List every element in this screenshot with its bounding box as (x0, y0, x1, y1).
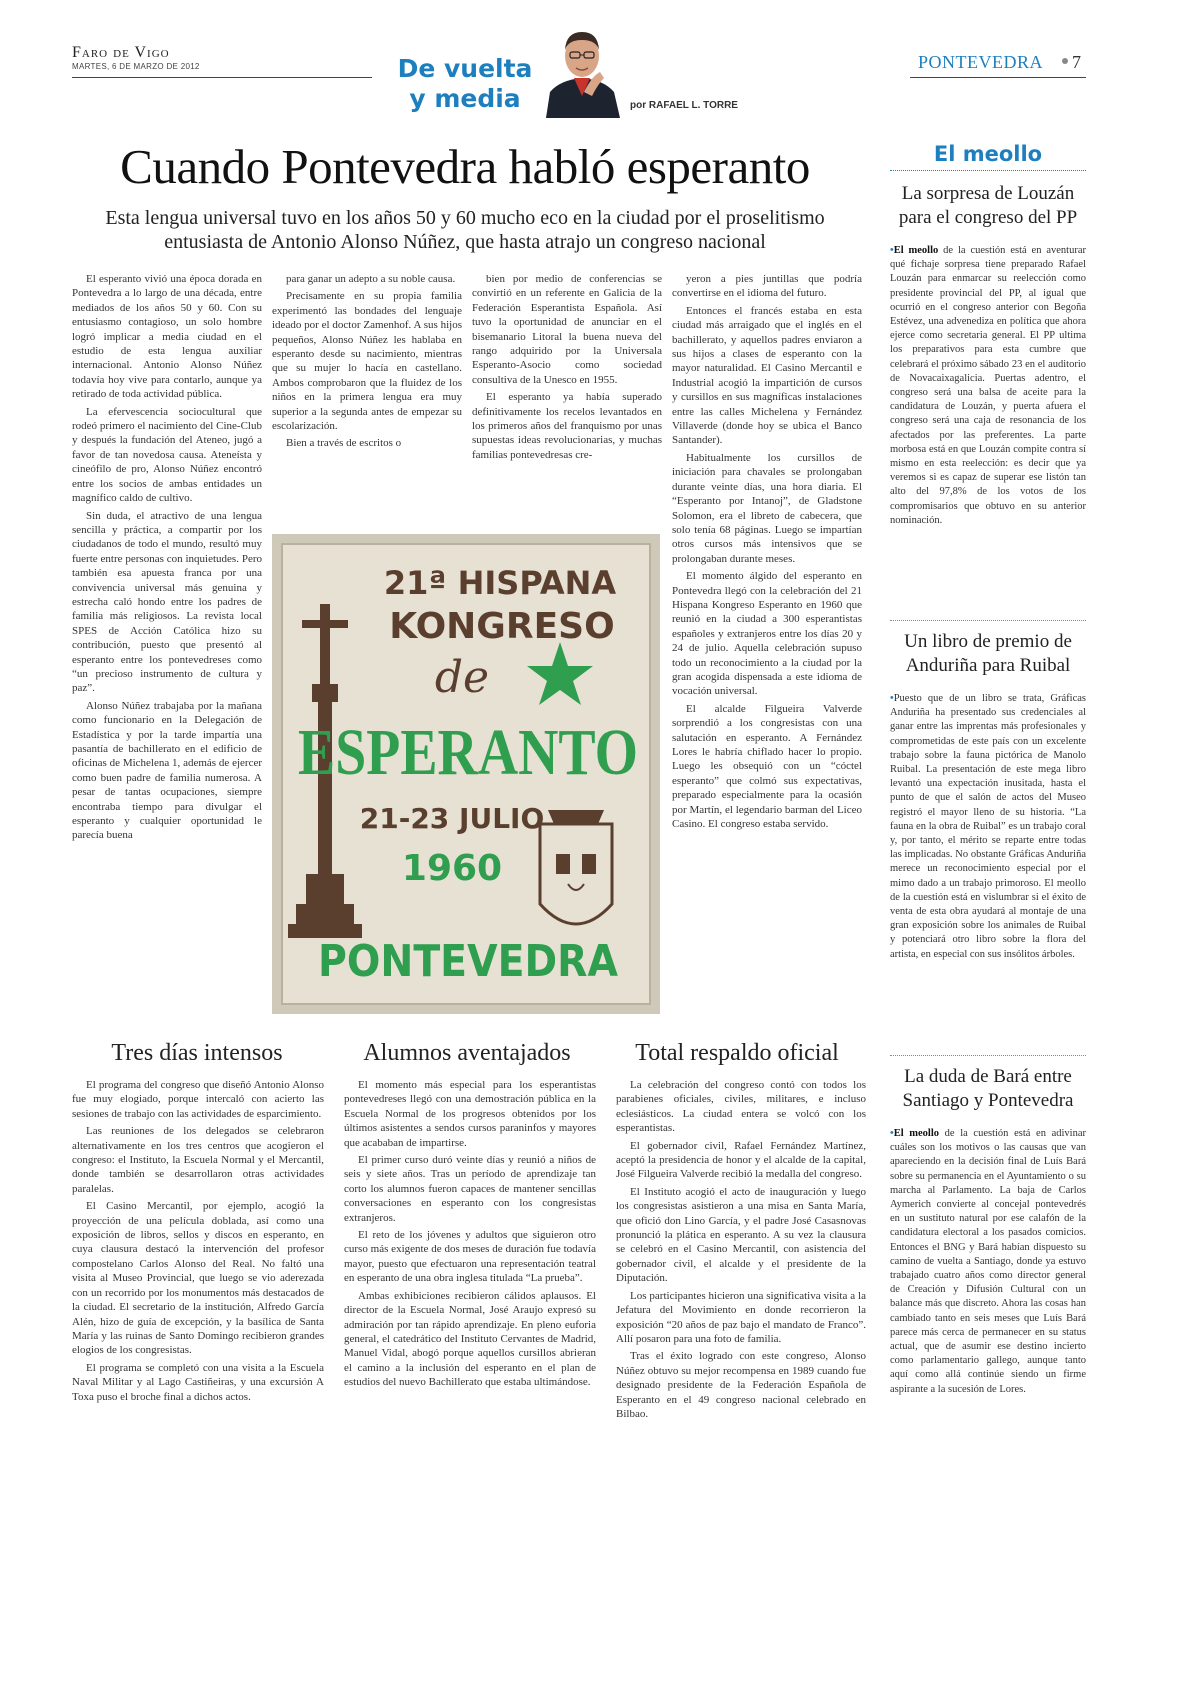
sidebar-item-title: La sorpresa de Louzán para el congreso del PP (898, 183, 1078, 228)
sidebar-item-title: La duda de Bará entre Santiago y Pontevedra (902, 1066, 1074, 1111)
sidebar-lead: El meollo (893, 1128, 939, 1139)
sidebar-text: Puesto que de un libro se trata, Gráficas Anduriña ha presentado sus credenciales al ganar entre las imprentas más profesionales y comprometidas de este país con un excelente trabajo sobre la fauna pictórica de Manolo Ruibal. La presentación de este mega libro levantó una expectación inusitada, hasta el punto de que el salón de actos del Museo registró el mayor lleno de su historia. “La fauna en la obra de Ruibal” es un trabajo coral y, por tanto, el mérito se reparte entre todas las implicadas. No obstante Gráficas Anduriña merece un reconocimiento especial por el mimo dado a un trabajo primoroso. El meollo de la cuestión está en vislumbrar si el éxito de venta de esta obra ayudará al montaje de una gran exposición sobre los animales de Ruibal y potenciará otro libro sobre la flora del artista, en especial con sus insólitos árboles. (890, 693, 1086, 960)
paragraph: El programa del congreso que diseñó Antonio Alonso fue muy elogiado, porque intercaló con acierto las sesiones de trabajo con las actividades de esparcimiento. (72, 1079, 324, 1120)
congress-stamp-image (272, 534, 660, 1014)
stamp-line-3: de (434, 652, 490, 703)
sidebar-divider (890, 620, 1086, 621)
stamp-line-5: 21-23 JULIO (359, 802, 545, 835)
header-rule-left (72, 77, 372, 78)
paragraph: La celebración del congreso contó con todos los parabienes oficiales, civiles, militares, e incluso eclesiásticos. La ciudad entera se volcó con los esperantistas. (616, 1079, 866, 1135)
article-column-2 (272, 272, 462, 454)
article-column-4 (672, 272, 862, 834)
paragraph: El esperanto ya había superado definitivamente los recelos levantados en los primeros años del franquismo por unas supuestas ideas revolucionarias, y muchas familias pontevedresas cre- (472, 391, 662, 461)
page-number: 7 (1072, 52, 1081, 72)
sidebar-rule (890, 170, 1086, 171)
bullet-icon: • (890, 1128, 894, 1139)
paragraph: Habitualmente los cursillos de iniciación para chavales se prolongaban durante veinte días, una hora diaria. El “Esperanto por Intanoj”, de Gladstone Solomon, era el libreto de cabecera, que solo tenía 68 páginas. Luego se impartían otros cursos más intensivos que se prolongaban durante meses. (672, 451, 862, 565)
sidebar-item-body (890, 692, 1086, 962)
article-column-1 (72, 272, 262, 846)
paragraph: yeron a pies juntillas que podría convertirse en el idioma del futuro. (672, 273, 862, 300)
paragraph: El primer curso duró veinte días y reunió a niños de seis y siete años. Tras un período de aprendizaje tan corto los alumnos fueron capaces de mantener sencillas conversaciones en esperanto con los congresistas extranjeros. (344, 1154, 596, 1224)
paragraph: El momento álgido del esperanto en Pontevedra llegó con la celebración del 21 Hispana Kongreso Esperanto en 1960 que reunió en la ciudad a 300 esperantistas españoles y extranjeros entre los días 20 y 24 de julio. Aquella celebración supuso todo un reconocimiento a la ciudad por la gran acogida dispensada a este idioma de vocación universal. (672, 570, 862, 698)
paragraph: Sin duda, el atractivo de una lengua sencilla y práctica, a compartir por los ciudadanos de todo el mundo, resultó muy fuerte entre personas con inquietudes. Pero también esa apuesta franca por una convivencia universal más genuina y estrecha caló hondo entre los padres de familia más religiosos. La revista local SPES de Acción Católica hizo su contribución, puesto que presentó al esperanto entre los pontevedreses como “un precioso instrumento de cultura y paz”. (72, 509, 262, 695)
subsection-body (344, 1078, 596, 1393)
header-rule-right (910, 77, 1086, 78)
subsection-body (72, 1078, 324, 1407)
paragraph: Bien a través de escritos o (286, 437, 402, 450)
section-name: PONTEVEDRA (918, 52, 1043, 72)
newspaper-name: Faro de Vigo (72, 44, 170, 61)
sidebar-heading: El meollo (933, 142, 1043, 166)
subsection-body (616, 1078, 866, 1424)
column-title (390, 54, 540, 114)
sidebar-lead: El meollo (893, 245, 939, 256)
paragraph: Las reuniones de los delegados se celebraron alternativamente en los tres centros que acogieron el congreso: el Instituto, la Escuela Normal y el Mercantil, donde también se desarrollaron otras actividades paralelas. (72, 1125, 324, 1195)
issue-date: MARTES, 6 DE MARZO DE 2012 (72, 62, 200, 71)
author-photo (540, 22, 624, 118)
paragraph: El esperanto vivió una época dorada en Pontevedra a lo largo de una década, entre mediados de los años 50 y 60. Con su entusiasmo contagioso, un solo hombre logró implicar a media ciudad en el estudio de esta lengua auxiliar internacional. Antonio Alonso Núñez todavía hoy vive para contarlo, aunque ya retirado de toda actividad pública. (72, 273, 262, 401)
stamp-line-1: 21ª HISPANA (383, 564, 617, 602)
paragraph: El momento más especial para los esperantistas pontevedreses llegó con una demostración pública en la Escuela Normal de los progresos obtenidos por los últimos asistentes a sendos cursos paraninfos y mayores que acababan de impartirse. (344, 1079, 596, 1149)
bullet-icon: • (890, 245, 894, 256)
stamp-line-4: ESPERANTO (298, 716, 638, 789)
subsection-title: Alumnos aventajados (363, 1040, 571, 1066)
subheadline: Esta lengua universal tuvo en los años 50 y 60 mucho eco en la ciudad por el proselitismo entusiasta de Antonio Alonso Núñez, que hasta atrajo un congreso nacional (105, 207, 825, 253)
column-title-line2: y media (409, 84, 521, 113)
sidebar-item-title: Un libro de premio de Anduriña para Ruibal (904, 631, 1072, 676)
sidebar-text: de la cuestión está en aventurar qué fichaje sorpresa tiene preparado Rafael Louzán para enmarcar su reelección como presidente provincial del PP, al igual que ocurrió en el congreso anterior con Begoña Estévez, una advenediza en política que ahora ejerce como secretaria general. El PP ultima los preparativos para esta cumbre que celebrará el próximo sábado 23 en el auditorio de Novacaixagalicia. Puertas adentro, el congreso será una balsa de aceite para la candidatura de Louzán, y puerta afuera el congreso será una caja de resonancia de los afectados por las preferentes. La parte morbosa está en que Louzán compite contra sí mismo en esta reelección: es decir que ya veremos si es capaz de superar ese listón tan alto del 97,8% de los votos de los compromisarios que obtuvo en su anterior nominación. (890, 245, 1086, 526)
paragraph: Precisamente en su propia familia experimentó las bondades del lenguaje ideado por el doctor Zamenhof. A sus hijos pequeños, Alonso Núñez les hablaba en esperanto desde su nacimiento, mientras que su mujer lo hacía en castellano. Ambos comprobaron que la fluidez de los niños en la primera lengua era muy superior a la segunda antes de empezar su escolarización. (272, 290, 462, 433)
paragraph: El Casino Mercantil, por ejemplo, acogió la proyección de una película doblada, así como una exposición de libros, sellos y discos en esperanto, en cuya clausura destacó la intervención del profesor compostelano Carlos Alonso del Real. No faltó una visita al Museo Provincial, que luego se vio aderezada con un recorrido por los monumentos más destacados de la ciudad. El secretario de la institución, Alfredo García Alén, hizo de guía de excepción, y la basílica de Santa María y las ruinas de Santo Domingo recibieron grandes elogios de los congresistas. (72, 1200, 324, 1357)
paragraph: bien por medio de conferencias se convirtió en un referente en Galicia de la Federación Esperantista Española. Así tuvo la oportunidad de anunciar en el bisemanario Litoral la buena nueva del rango adquirido por la Universala Esperanto-Asocio como sociedad consultiva de la Unesco en 1955. (472, 273, 662, 386)
paragraph: Tras el éxito logrado con este congreso, Alonso Núñez obtuvo su mejor recompensa en 1989 cuando fue designado presidente de la Federación Española de Esperanto en el 49 congreso nacional celebrado en Bilbao. (616, 1350, 866, 1420)
paragraph: El alcalde Filgueira Valverde sorprendió a los congresistas con una salutación en esperanto. A Fernández Lores le habría chiflado hacer lo propio. Luego les obsequió con un “cóctel esperanto” que colmó sus expectativas, preparado especialmente para la ocasión por Martín, el legendario barman del Liceo Casino. El congreso estaba servido. (672, 702, 862, 831)
bullet-icon: • (890, 693, 894, 704)
paragraph: El gobernador civil, Rafael Fernández Martínez, aceptó la presidencia de honor y el alcalde de la capital, José Filgueira Valverde recibió la medalla del congreso. (616, 1139, 866, 1181)
sidebar-divider (890, 1055, 1086, 1056)
paragraph: Los participantes hicieron una significativa visita a la Jefatura del Movimiento en donde recorrieron la exposición “20 años de paz bajo el mandato de Franco”. Allí posaron para una foto de familia. (616, 1289, 866, 1345)
sidebar-item-body (890, 1127, 1086, 1397)
paragraph: La efervescencia sociocultural que rodeó primero el nacimiento del Cine-Club y después la fundación del Ateneo, jugó a favor de tan novedosa causa. Ateneísta y cineófilo de pro, Alonso Núñez encontró entre los socios de ambas entidades un magnífico caldo de cultivo. (72, 405, 262, 505)
subsection-title: Tres días intensos (111, 1040, 283, 1066)
sidebar-item-body (890, 244, 1086, 528)
subsection-title: Total respaldo oficial (635, 1040, 839, 1066)
stamp-line-7: PONTEVEDRA (318, 936, 618, 987)
paragraph: El Instituto acogió el acto de inauguración y luego los congresistas asistieron a una misa en Santa María, que ofició don Lino García, y el padre José Casasnovas pronunció la plática en esperanto. A su vez la clausura se celebró en el Casino Mercantil, con asistencia del gobernador civil, el alcalde y el presidente de la Diputación. (616, 1185, 866, 1285)
sidebar-text: de la cuestión está en adivinar cuáles son los motivos o las causas que van apareciendo en la decisión final de Luís Bará sobre su permanencia en el Ayuntamiento o su marcha al Parlamento. La baja de Carlos Aymerich convierte al concejal pontevedrés en un sustituto natural por ese calafón de la candidatura electoral a los pasados comicios. Entonces el BNG y Bará habían dispuesto su camino de vuelta a Santiago, donde ya estuvo trabajado cuatro años como director general de Creación y Difusión Cultural con un balance más que discreto. Ahora las cosas han cambiado tanto en seis meses que Luís Bará parece más cerca de permanecer en su status actual, que de asumir ese destino incierto como parlamentario gallego, aunque tanto aquí como allá continúe siendo un firme aspirante a la sucesión de Lores. (890, 1128, 1086, 1395)
paragraph: El programa se completó con una visita a la Escuela Naval Militar y al Lago Castiñeiras, y una excursión A Toxa puso el broche final a dichos actos. (72, 1361, 324, 1403)
paragraph: Entonces el francés estaba en esta ciudad más arraigado que el inglés en el bachillerato, y aquellos padres enviaron a sus hijos a clases de esperanto con la mayor naturalidad. El Casino Mercantil e Industrial acogió la impartición de cursos y cursillos en sus magníficas instalaciones entre las calles Michelena y Fernández Villaverde (donde hoy se ubica el Banco Santander). (672, 304, 862, 447)
stamp-line-2: KONGRESO (389, 606, 615, 647)
column-title-line1: De vuelta (397, 54, 533, 83)
bullet-icon (1062, 58, 1068, 64)
stamp-line-6: 1960 (401, 848, 503, 889)
byline: por RAFAEL L. TORRE (630, 100, 738, 111)
paragraph: para ganar un adepto a su noble causa. (286, 273, 456, 285)
headline: Cuando Pontevedra habló esperanto (120, 139, 810, 194)
paragraph: Alonso Núñez trabajaba por la mañana como funcionario en la Delegación de Estadística y por la tarde impartía una pasantía de bachillerato en el edificio de oficinas de Michelena 1, además de ejercer como buen padre de familia numerosa. A pesar de tantas ocupaciones, siempre encontraba tiempo para divulgar el esperanto y cualquier oportunidad le parecía buena (72, 699, 262, 842)
article-column-3 (472, 272, 662, 465)
paragraph: Ambas exhibiciones recibieron cálidos aplausos. El director de la Escuela Normal, José Araujo expresó su admiración por tan rápido aprendizaje. En pleno euforia general, el catedrático del Instituto Cervantes de Madrid, Manuel Vidal, abogó porque aquellos cursillos abrieran el camino a la inclusión del esperanto en el plan de estudios del nuevo Bachillerato que estaba ultimándose. (344, 1289, 596, 1389)
paragraph: El reto de los jóvenes y adultos que siguieron otro curso más exigente de dos meses de duración fue todavía mayor, puesto que efectuaron una representación teatral en esperanto de una obra inglesa titulada “La prueba”. (344, 1229, 596, 1285)
